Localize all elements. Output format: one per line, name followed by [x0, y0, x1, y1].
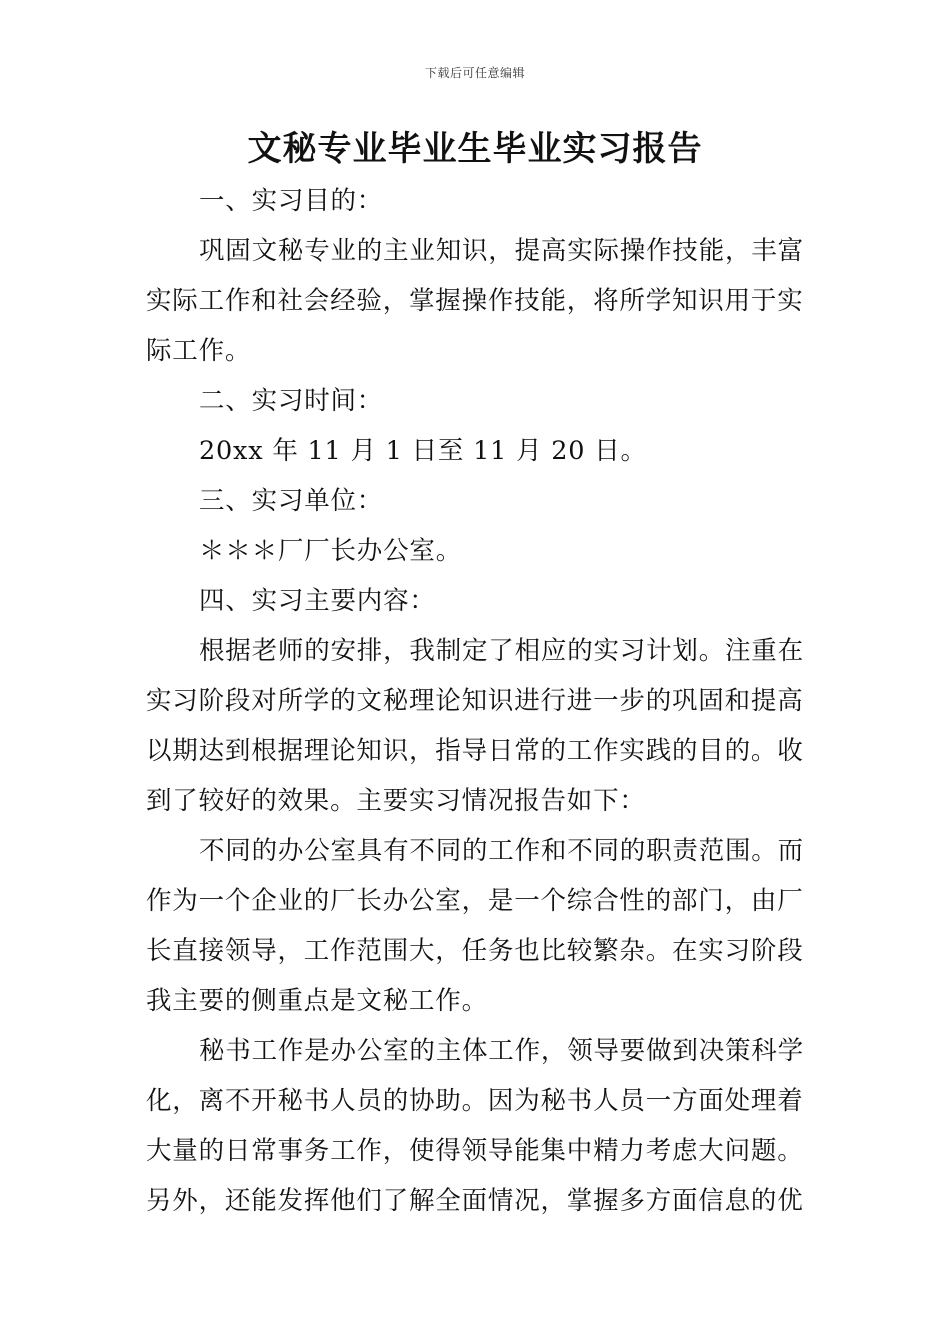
body-line: 以期达到根据理论知识，指导日常的工作实践的目的。收 — [146, 736, 804, 766]
body-line: 大量的日常事务工作，使得领导能集中精力考虑大问题。 — [146, 1136, 804, 1166]
body-line: 根据老师的安排，我制定了相应的实习计划。注重在 — [199, 636, 804, 666]
body-line: 三、实习单位： — [199, 486, 384, 516]
body-line: 实习阶段对所学的文秘理论知识进行进一步的巩固和提高 — [146, 686, 804, 716]
document-title: 文秘专业毕业生毕业实习报告 — [247, 129, 703, 169]
body-line: 作为一个企业的厂长办公室，是一个综合性的部门，由厂 — [146, 886, 804, 916]
body-line: 四、实习主要内容： — [199, 586, 436, 616]
body-line: 二、实习时间： — [199, 386, 384, 416]
document-body — [146, 176, 808, 1226]
body-line: 秘书工作是办公室的主体工作，领导要做到决策科学 — [199, 1036, 804, 1066]
body-line: 我主要的侧重点是文秘工作。 — [146, 986, 488, 1016]
body-line: 另外，还能发挥他们了解全面情况，掌握多方面信息的优 — [146, 1186, 804, 1216]
body-line: 20xx 年 11 月 1 日至 11 月 20 日。 — [199, 436, 647, 466]
body-line: 巩固文秘专业的主业知识，提高实际操作技能，丰富 — [199, 236, 804, 266]
body-line: 一、实习目的： — [199, 186, 384, 216]
body-line: 长直接领导，工作范围大，任务也比较繁杂。在实习阶段 — [146, 936, 804, 966]
body-line: 际工作。 — [146, 336, 252, 366]
body-line: ＊＊＊厂厂长办公室。 — [199, 536, 463, 566]
body-line: 化，离不开秘书人员的协助。因为秘书人员一方面处理着 — [146, 1086, 804, 1116]
header-note: 下载后可任意编辑 — [424, 66, 525, 80]
body-line: 实际工作和社会经验，掌握操作技能，将所学知识用于实 — [146, 286, 804, 316]
body-line: 到了较好的效果。主要实习情况报告如下： — [146, 786, 646, 816]
body-line: 不同的办公室具有不同的工作和不同的职责范围。而 — [199, 836, 804, 866]
